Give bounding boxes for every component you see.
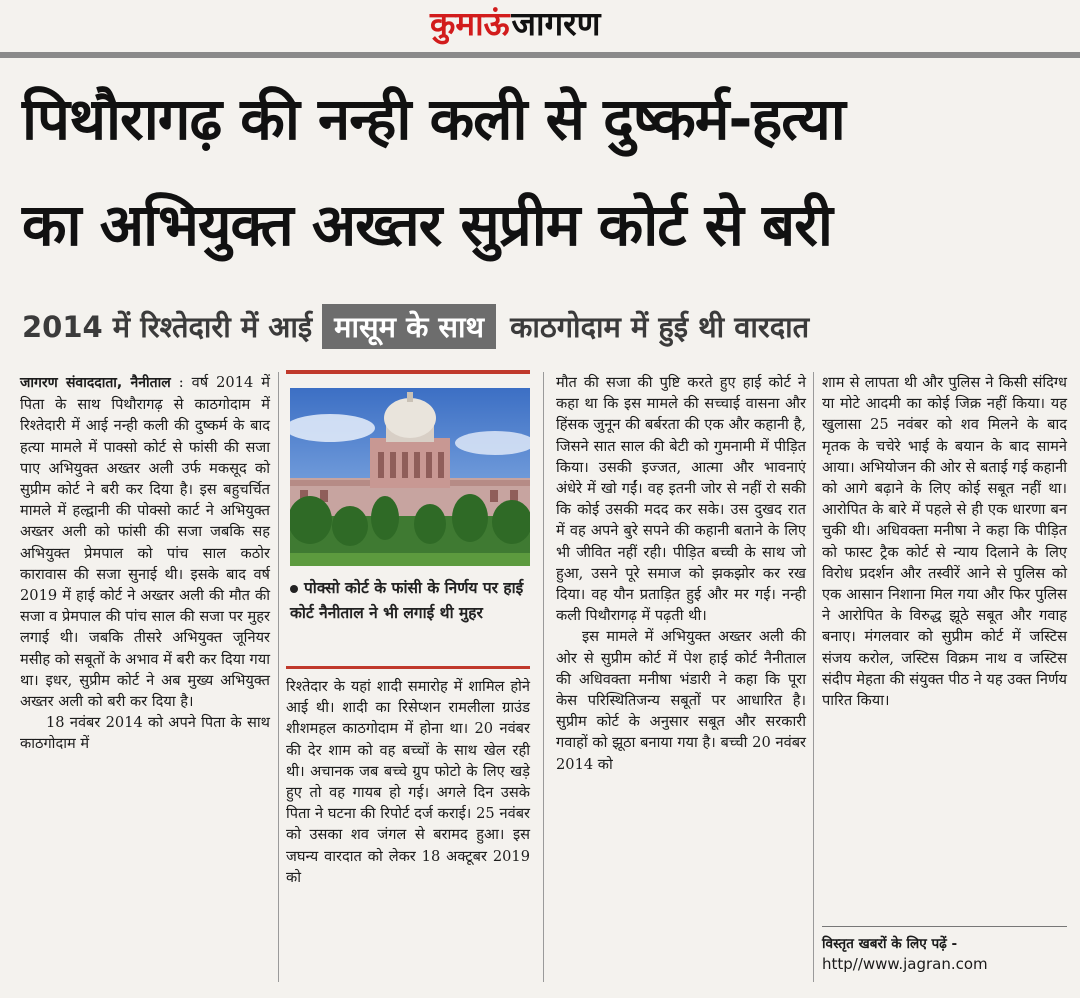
footer-note — [822, 934, 1067, 974]
column-3-paragraph-2: इस मामले में अभियुक्त अख्तर अली की ओर से सुप्रीम कोर्ट में पेश हाई कोर्ट नैनीताल की अधिवक्ता मनीषा भंडारी ने कहा कि पूरा केस परिस्थितिजन्य सबूतों पर आधारित है। सुप्रीम कोर्ट के अनुसार सबूत और सरकारी गवाहों को झूठा बनाया गया है। बच्ची 20 नवंबर 2014 को — [556, 628, 806, 773]
column-4-paragraph-1: शाम से लापता थी और पुलिस ने किसी संदिग्ध या मोटे आदमी का कोई जिक्र नहीं किया। यह खुलासा 25 नवंबर को शव मिलने के बाद मृतक के चचेरे भाई के बयान के बाद सामने आया। अभियोजन की ओर से बताई गई कहानी को आगे बढ़ाने के लिए कोई सबूत नहीं था। आरोपित के बारे में पहले से ही एक धारणा बन चुकी थी। अधिवक्ता मनीषा ने कहा कि पीड़ित को फास्ट ट्रैक कोर्ट से न्याय दिलाने के लिए विरोध प्रदर्शन और तस्वीरें आने से पुलिस को एक आसान निशाना मिल गया और फिर पुलिस ने आरोपित के विरुद्ध झूठे सबूत और गवाह बनाए। मंगलवार को सुप्रीम कोर्ट में जस्टिस संजय करोल, जस्टिस विक्रम नाथ व जस्टिस संदीप मेहता की संयुक्त पीठ ने यह उक्त निर्णय पारित किया। — [822, 374, 1067, 710]
column-3-paragraph-1: मौत की सजा की पुष्टि करते हुए हाई कोर्ट ने कहा था कि इस मामले की सच्चाई वासना और हिंसक जुनून की बर्बरता की एक और कहानी है, जिसने सात साल की बेटी को गुमनामी में पीड़ित किया। उसकी इज्जत, आत्मा और भावनाएं अंधेरे में खो गईं। वह इतनी जोर से नहीं रो सकी कि कोई उसकी मदद कर सके। उस दुखद रात में वह अपने बुरे सपने की कहानी बताने के लिए भी जीवित नहीं रही। पीड़ित बच्ची के साथ जो हुआ, उसने पूरे समाज को झकझोर कर रख दिया। वह यौन प्रताड़ित हुई और मर गई। नन्ही कली पिथौरागढ़ में पढ़ती थी। — [556, 374, 806, 625]
pull-quote-rule — [286, 666, 530, 669]
bullet-icon — [290, 585, 298, 593]
article-column-4 — [822, 372, 1067, 711]
column-1-paragraph-1: : वर्ष 2014 में पिता के साथ पिथौरागढ़ से काठगोदाम में रिश्तेदारी में आई नन्ही कली की दुष्कर्म के बाद हत्या मामले में पाक्सो कोर्ट से फांसी की सजा पाए अभियुक्त अख्तर अली उर्फ मकसूद को सुप्रीम कोर्ट ने बरी कर दिया है। इस बहुचर्चित मामले में हल्द्वानी की पोक्सो कार्ट ने अभियुक्त अख्तर अली को फांसी की सजा जबकि सह अभियुक्त प्रेमपाल को पांच साल कठोर कारावास की सजा सुनाई थी। इसके बाद वर्ष 2019 में हाई कोर्ट ने अख्तर अली की मौत की सजा व प्रेमपाल की पांच साल की सजा पर मुहर लगाई थी। जबकि तीसरे अभियुक्त जूनियर मसीह को सबूतों के अभाव में बरी कर दिया गया था। इधर, सुप्रीम कोर्ट ने अब मुख्य अभियुक्त अख्तर अली को बरी कर दिया है। — [20, 374, 270, 711]
column-1-paragraph-2: 18 नवंबर 2014 को अपने पिता के साथ काठगोदाम में — [20, 714, 270, 753]
footer-url[interactable]: http//www.jagran.com — [822, 955, 988, 973]
pull-quote — [290, 576, 530, 626]
logo-red-text: कुमाऊं — [430, 4, 510, 43]
column-2-paragraph-1: रिश्तेदार के यहां शादी समारोह में शामिल होने आई थी। शादी का रिसेप्शन रामलीला ग्राउंड शीशमहल काठगोदाम में होना था। 20 नवंबर की देर शाम को वह बच्चों के साथ खेल रही थी। अचानक जब बच्चे ग्रुप फोटो के लिए खड़े हुए तो वह गायब हो गई। अगले दिन उसके पिता ने घटना की रिपोर्ट दर्ज कराई। 25 नवंबर को उसका शव जंगल से बरामद हुआ। इस जघन्य वारदात को लेकर 18 अक्टूबर 2019 को — [286, 678, 530, 886]
subhead-part-1: 2014 में रिश्तेदारी में आई — [22, 309, 313, 344]
column-divider — [813, 372, 814, 982]
headline-line-1: पिथौरागढ़ की नन्ही कली से दुष्कर्म-हत्या — [22, 85, 845, 153]
column-divider — [278, 372, 279, 982]
subhead-boxed: मासूम के साथ — [322, 304, 496, 349]
headline-line-2: का अभियुक्त अख्तर सुप्रीम कोर्ट से बरी — [22, 191, 832, 259]
subheadline — [22, 298, 809, 354]
newspaper-logo — [430, 4, 601, 44]
article-column-3 — [556, 372, 806, 775]
footer-rule — [822, 926, 1067, 927]
logo-black-text: जागरण — [511, 4, 601, 43]
photo-top-rule — [286, 370, 530, 374]
masthead-rule — [0, 52, 1080, 58]
column-divider — [543, 372, 544, 982]
footer-title: विस्तृत खबरों के लिए पढ़ें - — [822, 936, 958, 952]
article-column-1 — [20, 372, 270, 755]
masthead — [0, 0, 1080, 52]
pull-quote-text: पोक्सो कोर्ट के फांसी के निर्णय पर हाई कोर्ट नैनीताल ने भी लगाई थी मुहर — [290, 579, 524, 622]
byline: जागरण संवाददाता, नैनीताल — [20, 375, 171, 391]
subhead-part-2: काठगोदाम में हुई थी वारदात — [510, 309, 810, 344]
supreme-court-photo — [290, 388, 530, 566]
article-column-2 — [286, 676, 530, 888]
supreme-court-building-image — [290, 388, 530, 566]
